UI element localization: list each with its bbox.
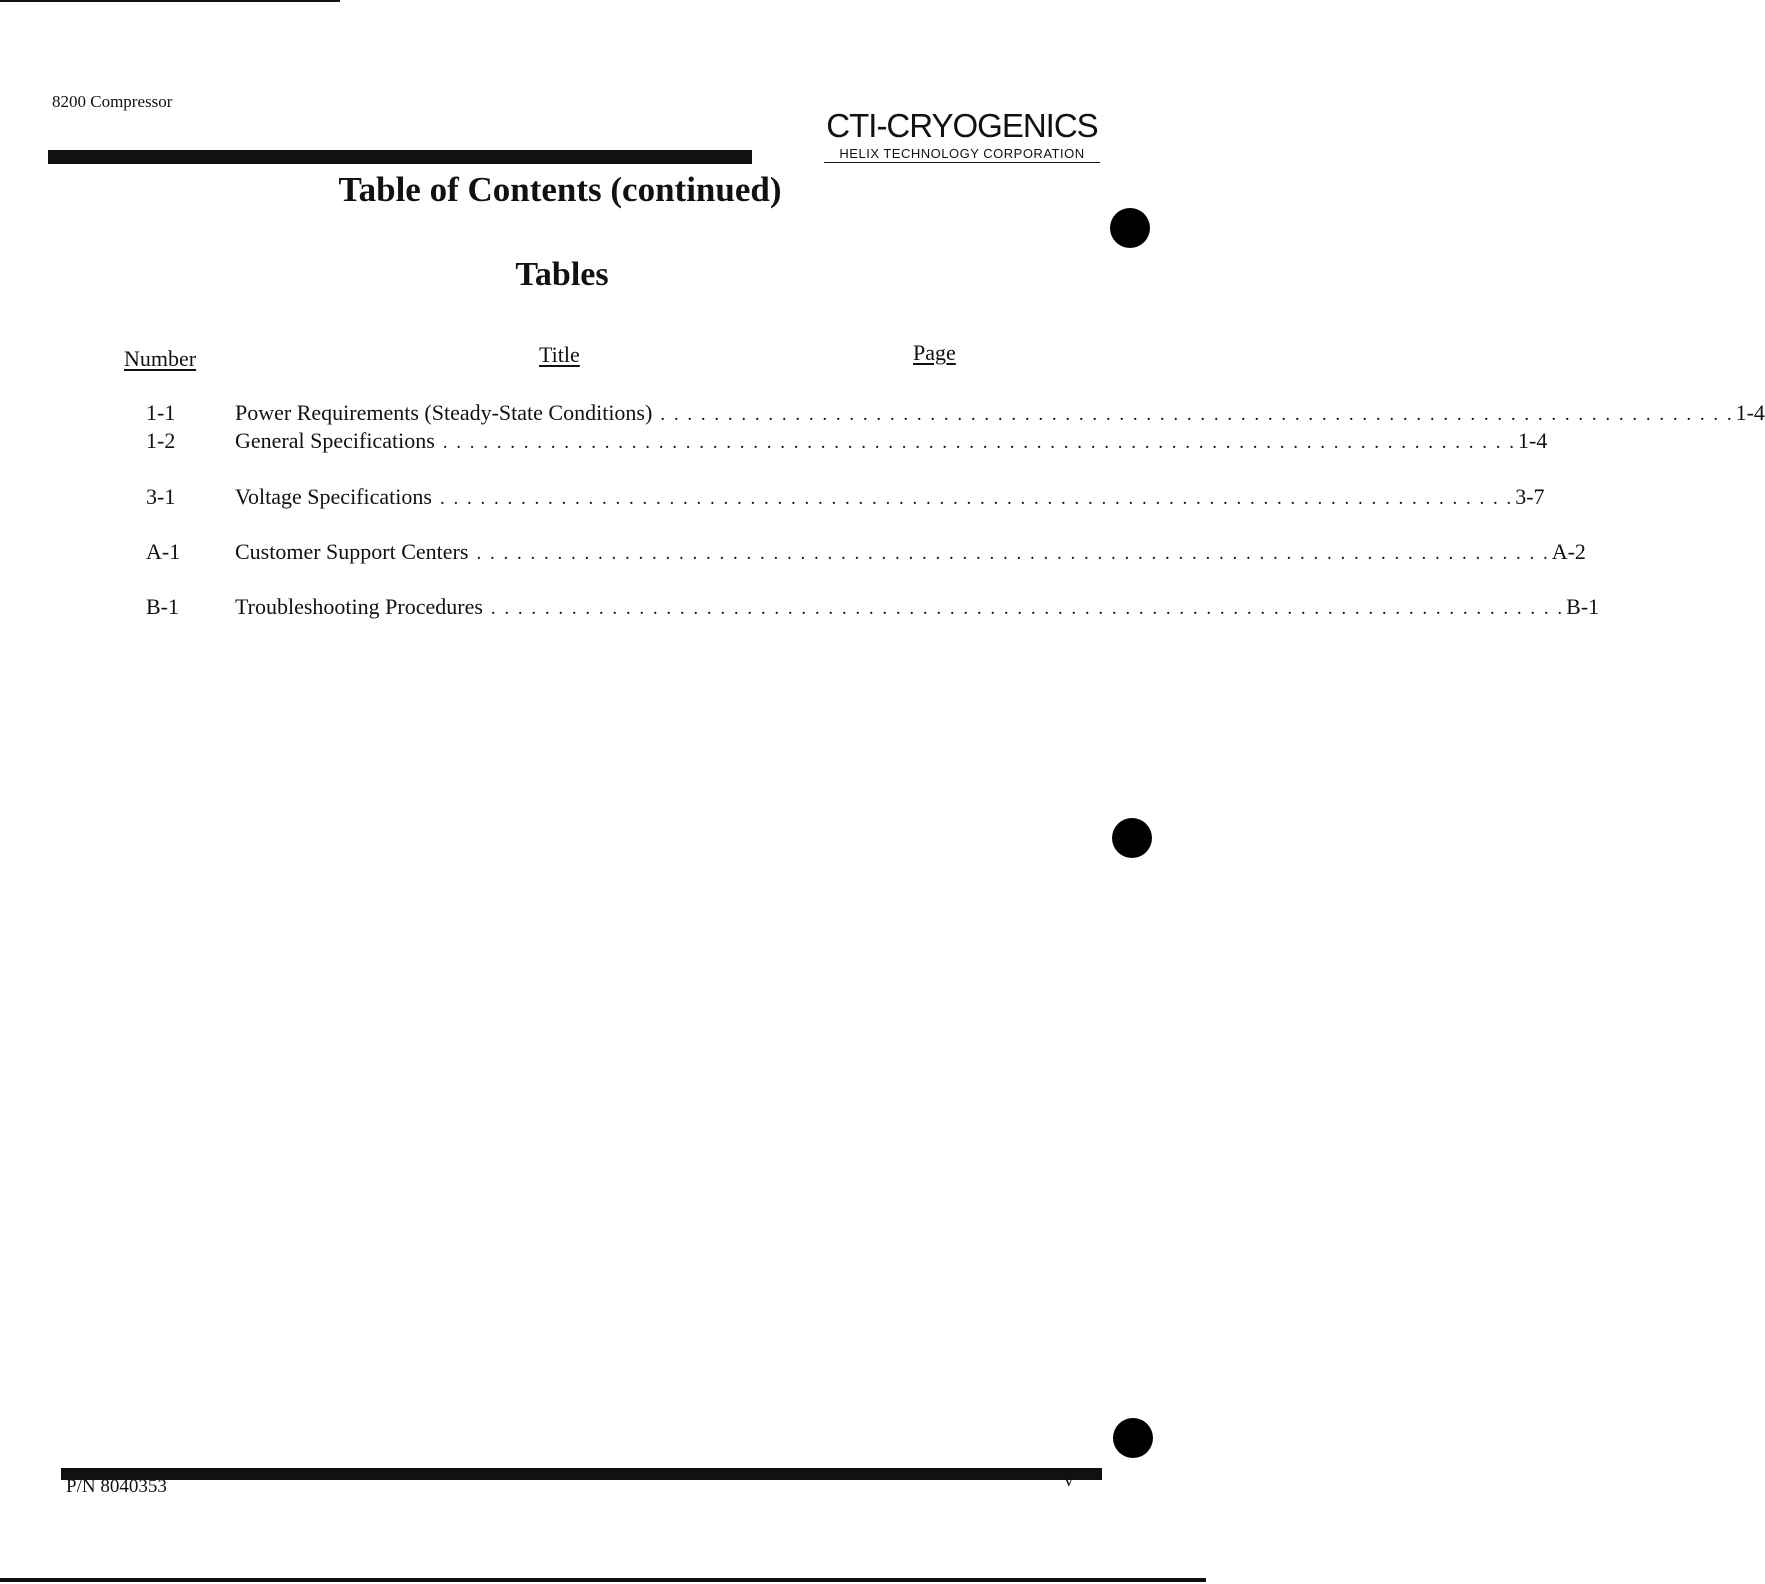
toc-entry-title: Power Requirements (Steady-State Conditions) (235, 400, 653, 425)
toc-entry-page: 1-4 (1518, 428, 1548, 453)
toc-entry[interactable] (0, 400, 1765, 430)
section-title: Tables (515, 256, 609, 293)
toc-entry-page: B-1 (1566, 594, 1600, 619)
toc-entry-title: Troubleshooting Procedures (235, 594, 483, 619)
binder-hole (1112, 818, 1152, 858)
column-header-number: Number (124, 346, 197, 371)
dot-leader: . . . . . . . . . . . . . . . . . . . . . . . . . . . . . . . . . . . . . . . . . . . . . . . . . . . . . . . . . . . . . . . . . . . . . . . . . . . . . . . . (490, 598, 1565, 619)
dot-leader: . . . . . . . . . . . . . . . . . . . . . . . . . . . . . . . . . . . . . . . . . . . . . . . . . . . . . . . . . . . . . . . . . . . . . . . . . . . . . . . . (439, 488, 1514, 509)
toc-entry-line (235, 484, 1545, 510)
scan-edge-line (0, 0, 340, 2)
toc-entry-title: Voltage Specifications (235, 484, 432, 509)
dot-leader: . . . . . . . . . . . . . . . . . . . . . . . . . . . . . . . . . . . . . . . . . . . . . . . . . . . . . . . . . . . . . . . . . . . . . . . . . . . . . . . . (660, 404, 1734, 425)
toc-entry-page: 3-7 (1515, 484, 1545, 509)
logo-parent-name: HELIX TECHNOLOGY CORPORATION (824, 146, 1100, 163)
page-title: Table of Contents (continued) (338, 170, 782, 209)
page-number: v (1064, 1470, 1074, 1491)
toc-entry-title: Customer Support Centers (235, 539, 469, 564)
toc-entry-number: A-1 (146, 539, 181, 564)
document-name: 8200 Compressor (52, 92, 173, 111)
scan-edge-line (0, 1578, 1206, 1582)
logo-company-name: CTI-CRYOGENICS (826, 107, 1098, 144)
binder-hole (1113, 1418, 1153, 1458)
toc-entry[interactable] (0, 539, 1586, 569)
toc-entry-line (235, 400, 1765, 426)
company-logo (824, 106, 1100, 163)
header-rule (48, 150, 752, 164)
toc-entry-line (235, 539, 1586, 565)
toc-entry-number: 3-1 (146, 484, 176, 509)
toc-entry-title: General Specifications (235, 428, 435, 453)
part-number: P/N 8040353 (66, 1476, 167, 1497)
footer-rule (61, 1468, 1102, 1480)
toc-entry-number: 1-1 (146, 400, 176, 425)
toc-entry[interactable] (0, 484, 1545, 514)
column-header-title: Title (539, 342, 580, 367)
toc-entry[interactable] (0, 428, 1548, 458)
toc-entry-line (235, 594, 1600, 620)
dot-leader: . . . . . . . . . . . . . . . . . . . . . . . . . . . . . . . . . . . . . . . . . . . . . . . . . . . . . . . . . . . . . . . . . . . . . . . . . . . . . . . . (476, 543, 1550, 564)
toc-entry-number: B-1 (146, 594, 179, 619)
toc-entry[interactable] (0, 594, 1600, 624)
toc-entry-page: 1-4 (1735, 400, 1765, 425)
binder-hole (1110, 208, 1150, 248)
toc-entry-page: A-2 (1551, 539, 1586, 564)
toc-entry-line (235, 428, 1548, 454)
column-header-page: Page (913, 340, 956, 365)
toc-entry-number: 1-2 (146, 428, 176, 453)
dot-leader: . . . . . . . . . . . . . . . . . . . . . . . . . . . . . . . . . . . . . . . . . . . . . . . . . . . . . . . . . . . . . . . . . . . . . . . . . . . . . . . . (442, 432, 1517, 453)
